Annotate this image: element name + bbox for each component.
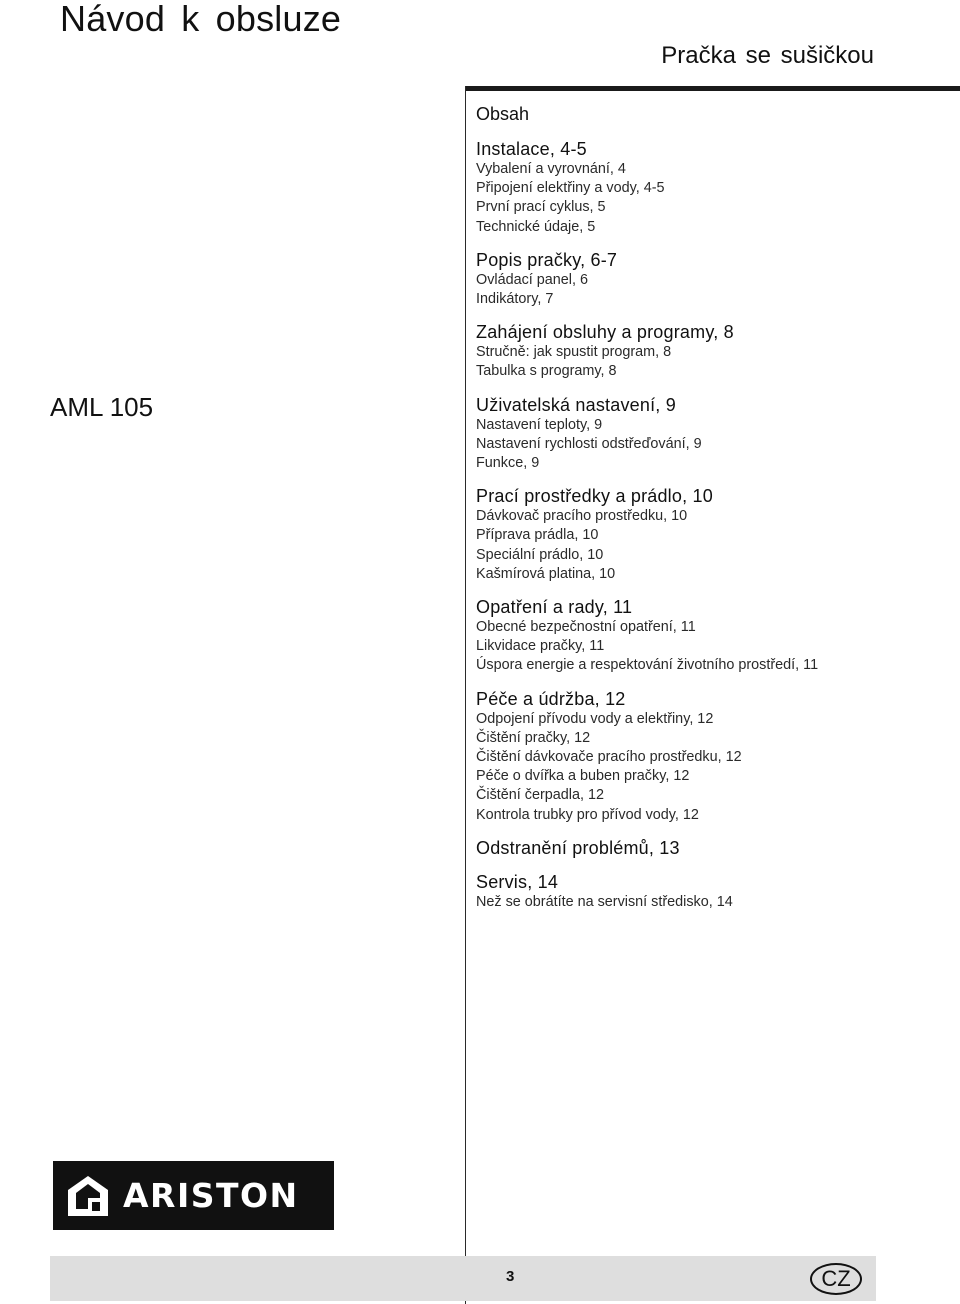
section-title: Servis, 14 xyxy=(476,871,559,892)
toc-item: Odpojení přívodu vody a elektřiny, 12 xyxy=(476,710,714,727)
toc-item: Likvidace pračky, 11 xyxy=(476,638,605,655)
table-of-contents xyxy=(476,102,946,924)
section-title: Prací prostředky a prádlo, 10 xyxy=(476,486,713,507)
section-title: Opatření a rady, 11 xyxy=(476,597,633,618)
toc-item: Dávkovač pracího prostředku, 10 xyxy=(476,508,688,525)
toc-section xyxy=(476,688,946,825)
ariston-logo xyxy=(53,1161,334,1230)
toc-item: Čištění pračky, 12 xyxy=(476,729,591,746)
toc-item: Připojení elektřiny a vody, 4-5 xyxy=(476,180,665,197)
section-title: Instalace, 4-5 xyxy=(476,139,587,159)
toc-section xyxy=(476,138,946,237)
toc-section xyxy=(476,321,946,381)
page-number: 3 xyxy=(506,1268,515,1285)
toc-section xyxy=(476,837,946,859)
toc-item: Tabulka s programy, 8 xyxy=(476,363,617,380)
section-title: Odstranění problémů, 13 xyxy=(476,837,680,858)
toc-item: Péče o dvířka a buben pračky, 12 xyxy=(476,768,690,785)
toc-item: Kašmírová platina, 10 xyxy=(476,565,616,582)
toc-item: Indikátory, 7 xyxy=(476,291,554,308)
toc-item: Nastavení teploty, 9 xyxy=(476,416,603,433)
section-items xyxy=(476,160,946,237)
section-title: Popis pračky, 6-7 xyxy=(476,249,618,270)
section-items xyxy=(476,710,946,825)
document-title: Návod k obsluze xyxy=(60,0,342,39)
section-items xyxy=(476,893,946,912)
toc-section xyxy=(476,249,946,309)
toc-item: První prací cyklus, 5 xyxy=(476,199,606,216)
toc-section xyxy=(476,871,946,912)
toc-item: Nastavení rychlosti odstřeďování, 9 xyxy=(476,435,702,452)
toc-item: Ovládací panel, 6 xyxy=(476,271,588,288)
toc-item: Než se obrátíte na servisní středisko, 14 xyxy=(476,893,733,910)
model-name: AML 105 xyxy=(50,392,154,422)
toc-section xyxy=(476,485,946,584)
section-items xyxy=(476,416,946,474)
toc-item: Obecné bezpečnostní opatření, 11 xyxy=(476,619,696,636)
section-title: Péče a údržba, 12 xyxy=(476,688,626,709)
toc-item: Funkce, 9 xyxy=(476,455,540,472)
column-divider xyxy=(465,86,466,1304)
toc-item: Stručně: jak spustit program, 8 xyxy=(476,344,672,361)
toc-item: Kontrola trubky pro přívod vody, 12 xyxy=(476,806,699,823)
section-items xyxy=(476,343,946,381)
section-title: Uživatelská nastavení, 9 xyxy=(476,394,676,415)
section-title: Zahájení obsluhy a programy, 8 xyxy=(476,322,734,343)
country-badge: CZ xyxy=(810,1263,862,1295)
toc-section xyxy=(476,394,946,474)
toc-item: Příprava prádla, 10 xyxy=(476,527,599,544)
toc-item: Speciální prádlo, 10 xyxy=(476,546,604,563)
toc-item: Čištění dávkovače pracího prostředku, 12 xyxy=(476,749,742,766)
toc-item: Vybalení a vyrovnání, 4 xyxy=(476,161,626,177)
toc-item: Úspora energie a respektování životního prostředí, 11 xyxy=(476,657,819,674)
toc-section xyxy=(476,596,946,676)
toc-item: Technické údaje, 5 xyxy=(476,218,596,235)
header-rule xyxy=(465,86,960,91)
section-items xyxy=(476,271,946,309)
section-items xyxy=(476,618,946,676)
brand-name: ARISTON xyxy=(123,1176,299,1215)
section-items xyxy=(476,507,946,584)
footer-bar xyxy=(50,1256,876,1301)
document-subtitle: Pračka se sušičkou xyxy=(661,42,874,69)
toc-item: Čištění čerpadla, 12 xyxy=(476,787,604,804)
toc-heading: Obsah xyxy=(476,104,530,124)
house-icon xyxy=(67,1175,109,1217)
